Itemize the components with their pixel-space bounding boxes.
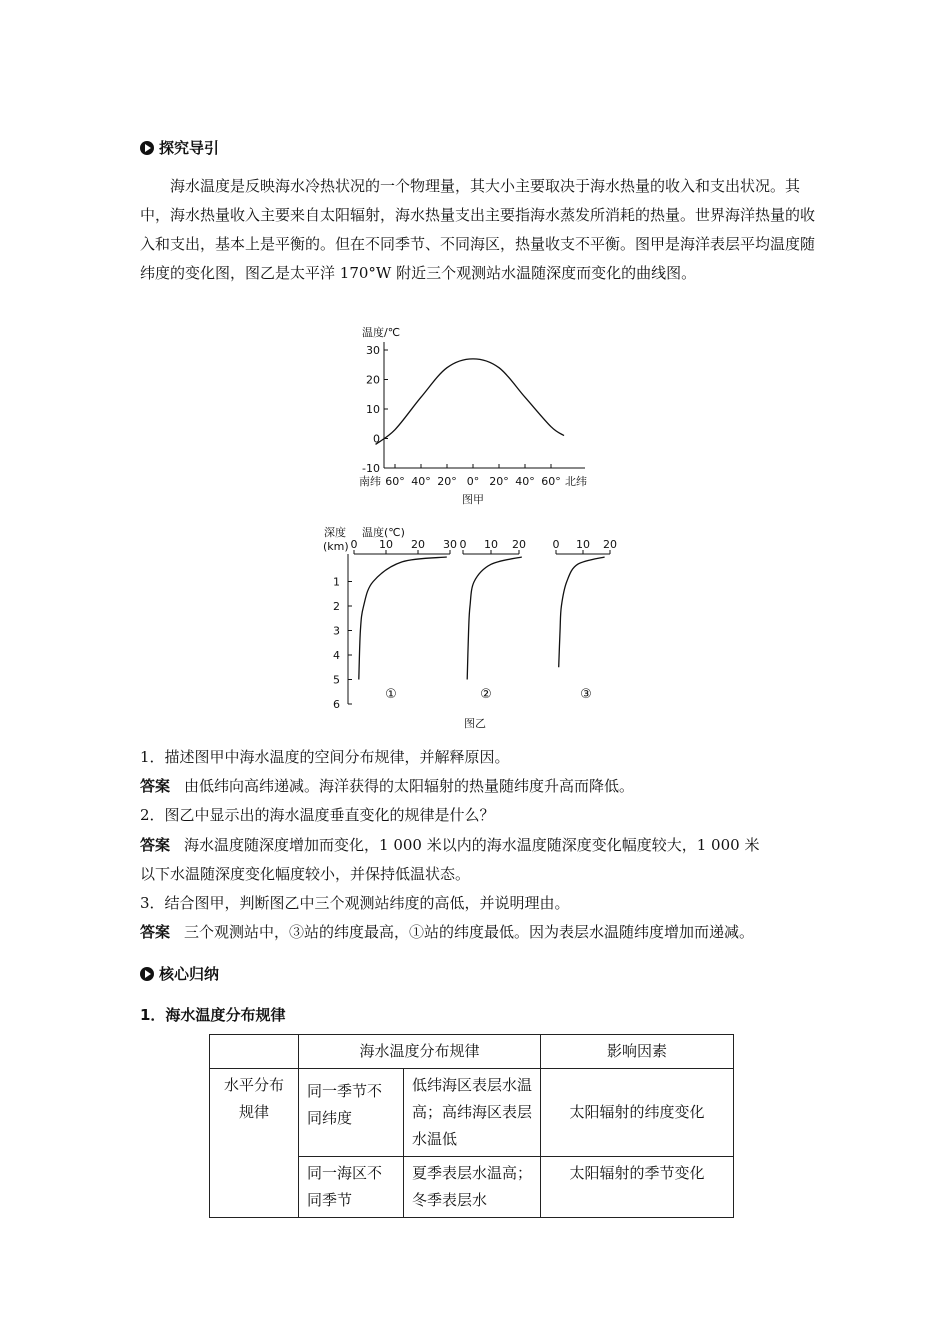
jia-xtick-label: 40° xyxy=(515,475,535,488)
yi-temp-label: 温度(℃) xyxy=(362,526,405,539)
jia-xtick-label: 60° xyxy=(541,475,561,488)
table-header-factor: 影响因素 xyxy=(541,1035,734,1069)
yi-station-label: ③ xyxy=(580,687,592,702)
rule-text: 低纬海区表层水温高；高纬海区表层水温低 xyxy=(412,1076,533,1148)
section-core-title: 核心归纳 xyxy=(159,965,220,983)
section-explore-title: 探究导引 xyxy=(159,139,220,157)
cond-text: 同一季节不同纬度 xyxy=(307,1082,383,1127)
section-core-heading xyxy=(140,963,219,984)
rule-text: 夏季表层水温高；冬季表层水 xyxy=(412,1164,533,1209)
yi-station-3 xyxy=(553,538,618,702)
yi-station-label: ② xyxy=(480,687,492,702)
answer-1-label: 答案 xyxy=(140,777,171,795)
jia-xtick-label: 南纬 xyxy=(359,475,381,488)
table-cell-rule xyxy=(404,1157,541,1218)
yi-caption: 图乙 xyxy=(464,717,486,730)
figure-yi xyxy=(318,520,638,735)
jia-xtick-label: 20° xyxy=(489,475,509,488)
question-3: 3．结合图甲，判断图乙中三个观测站纬度的高低，并说明理由。 xyxy=(140,894,570,912)
answer-2-label: 答案 xyxy=(140,836,171,854)
yi-profile-curve xyxy=(359,557,447,680)
jia-xtick-label: 60° xyxy=(385,475,405,488)
table-cell-rule xyxy=(404,1069,541,1157)
yi-temp-tick-label: 0 xyxy=(350,538,358,551)
yi-temp-tick-label: 10 xyxy=(379,538,393,551)
jia-xtick-label: 20° xyxy=(437,475,457,488)
answer-1 xyxy=(140,775,634,796)
table-corner-cell xyxy=(210,1035,299,1069)
jia-xtick-label: 0° xyxy=(466,475,480,488)
answer-3-label: 答案 xyxy=(140,923,171,941)
distribution-table xyxy=(209,1034,734,1218)
yi-depth-label: 深度 xyxy=(324,526,346,539)
jia-ytick-label: 0 xyxy=(373,432,380,446)
yi-temp-tick-label: 30 xyxy=(443,538,457,551)
table-cell-cond xyxy=(299,1069,404,1157)
answer-2-text: 海水温度随深度增加而变化，1 000 米以内的海水温度随深度变化幅度较大，1 000 米 xyxy=(184,836,760,854)
yi-temp-tick-label: 20 xyxy=(411,538,425,551)
yi-temp-tick-label: 0 xyxy=(459,538,467,551)
yi-station-1 xyxy=(351,538,458,702)
jia-ytick-label: -10 xyxy=(362,462,380,475)
table-cell-cond xyxy=(299,1157,404,1218)
answer-3 xyxy=(140,921,754,942)
table-header-row xyxy=(210,1035,734,1069)
yi-depth-unit: (km) xyxy=(323,540,349,553)
answer-3-text: 三个观测站中，③站的纬度最高，①站的纬度最低。因为表层水温随纬度增加而递减。 xyxy=(184,923,755,941)
play-circle-icon xyxy=(140,141,154,155)
table-cell-factor: 太阳辐射的纬度变化 xyxy=(541,1069,734,1157)
yi-temp-tick-label: 0 xyxy=(552,538,560,551)
jia-ytick-label: 10 xyxy=(366,403,380,416)
jia-xtick-label: 40° xyxy=(411,475,431,488)
yi-temp-tick-label: 10 xyxy=(576,538,590,551)
figure-jia xyxy=(330,320,620,510)
yi-temp-tick-label: 20 xyxy=(512,538,526,551)
yi-temp-tick-label: 20 xyxy=(603,538,617,551)
jia-ylabel: 温度/℃ xyxy=(362,326,401,339)
yi-temp-tick-label: 10 xyxy=(484,538,498,551)
yi-depth-tick-label: 2 xyxy=(333,600,340,613)
heading-distribution: 1．海水温度分布规律 xyxy=(140,1006,286,1024)
jia-xtick-label: 北纬 xyxy=(565,475,587,488)
intro-paragraph: 海水温度是反映海水冷热状况的一个物理量，其大小主要取决于海水热量的收入和支出状况。其中，海水热量收入主要来自太阳辐射，海水热量支出主要指海水蒸发所消耗的热量。世界海洋热量的收入和支出，基本上是平衡的。但在不同季节、不同海区，热量收支不平衡。图甲是海洋表层平均温度随纬度的变化图，图乙是太平洋 170°W 附近三个观测站水温随深度而变化的曲线图。 xyxy=(140,177,816,282)
row-group-label: 水平分布规律 xyxy=(223,1076,284,1121)
section-explore-heading xyxy=(140,137,219,158)
table-header-rule: 海水温度分布规律 xyxy=(299,1035,541,1069)
table-cell-factor: 太阳辐射的季节变化 xyxy=(541,1157,734,1218)
question-2: 2．图乙中显示出的海水温度垂直变化的规律是什么？ xyxy=(140,806,495,824)
yi-depth-tick-label: 4 xyxy=(333,649,340,662)
yi-depth-tick-label: 1 xyxy=(333,575,340,589)
jia-ytick-label: 20 xyxy=(366,373,380,387)
jia-temperature-curve xyxy=(376,359,565,445)
table-row xyxy=(210,1069,734,1157)
cond-text: 同一海区不同季节 xyxy=(307,1164,383,1209)
yi-station-label: ① xyxy=(385,687,397,702)
yi-profile-curve xyxy=(467,557,522,680)
play-circle-icon xyxy=(140,967,154,981)
jia-caption: 图甲 xyxy=(462,493,484,506)
yi-depth-tick-label: 3 xyxy=(333,624,340,638)
yi-station-2 xyxy=(460,538,527,702)
question-1: 1．描述图甲中海水温度的空间分布规律，并解释原因。 xyxy=(140,748,510,766)
jia-ytick-label: 30 xyxy=(366,344,380,357)
yi-depth-tick-label: 5 xyxy=(333,673,340,687)
table-row-group xyxy=(210,1069,299,1218)
answer-2-cont: 以下水温随深度变化幅度较小，并保持低温状态。 xyxy=(140,865,471,883)
answer-2 xyxy=(140,834,759,855)
yi-depth-tick-label: 6 xyxy=(333,698,340,711)
yi-profile-curve xyxy=(559,557,605,667)
answer-1-text: 由低纬向高纬递减。海洋获得的太阳辐射的热量随纬度升高而降低。 xyxy=(184,777,635,795)
